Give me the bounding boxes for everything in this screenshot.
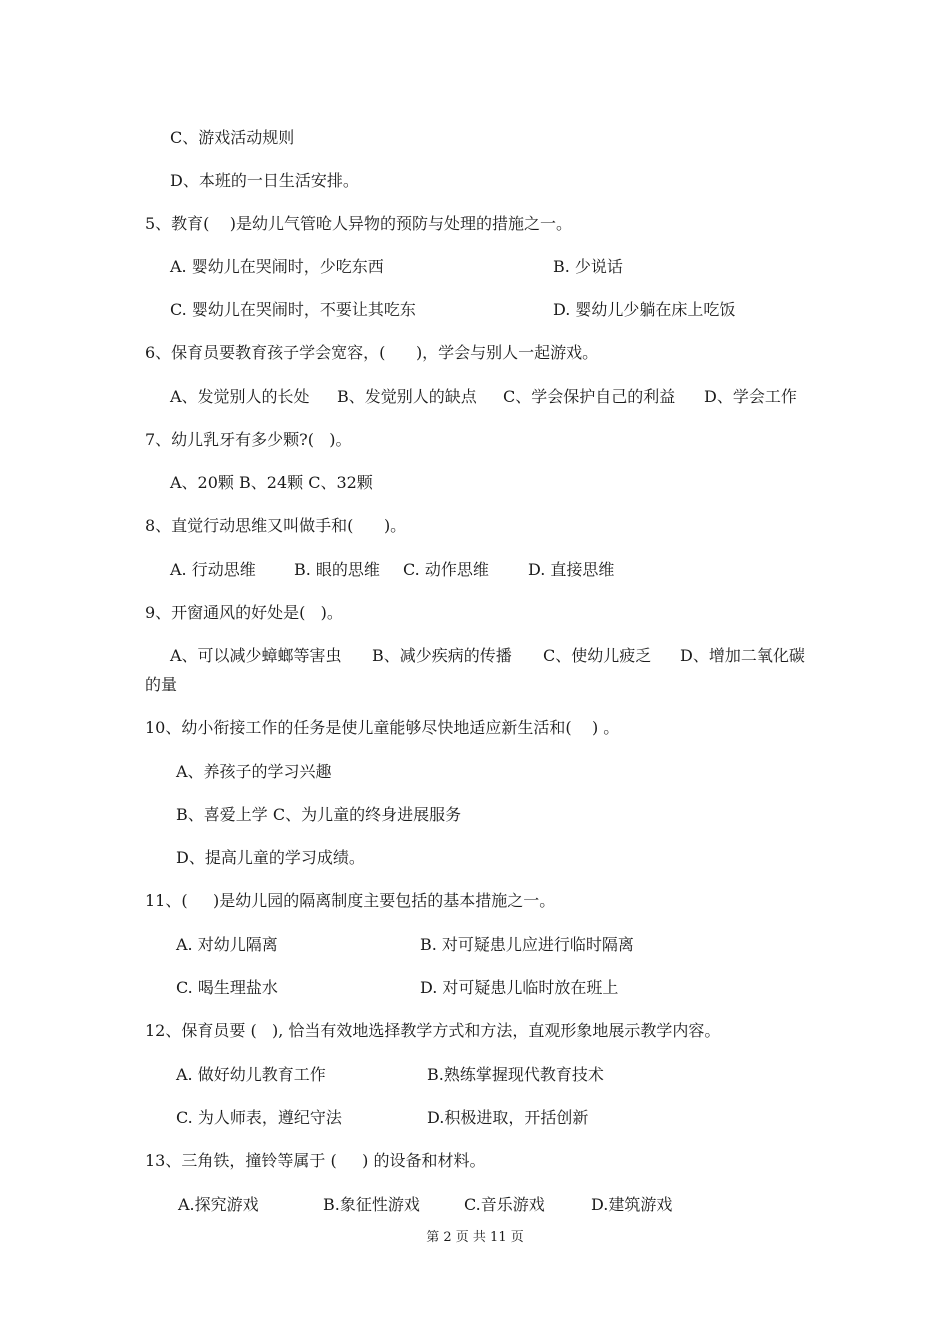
option-b: B.熟练掌握现代教育技术 <box>427 1065 604 1084</box>
option-a: A.探究游戏 <box>178 1195 259 1214</box>
option-a: A. 婴幼儿在哭闹时，少吃东西 <box>170 257 384 276</box>
option-c: C. 喝生理盐水 <box>176 978 278 997</box>
option-b: B、发觉别人的缺点 <box>337 387 477 406</box>
option-c: C.音乐游戏 <box>464 1195 545 1214</box>
question-11: 11、( )是幼儿园的隔离制度主要包括的基本措施之一。 <box>145 891 556 910</box>
option-d: D.建筑游戏 <box>591 1195 673 1214</box>
question-13: 13、三角铁，撞铃等属于 ( ) 的设备和材料。 <box>145 1151 486 1170</box>
option-d: D. 婴幼儿少躺在床上吃饭 <box>553 300 736 319</box>
option-a: A、养孩子的学习兴趣 <box>176 762 332 781</box>
option-d: D. 直接思维 <box>528 560 615 579</box>
option-d: D、学会工作 <box>704 387 797 406</box>
option-a: A. 行动思维 <box>170 560 256 579</box>
option-d: D、提高儿童的学习成绩。 <box>176 848 365 867</box>
option-d: D、本班的一日生活安排。 <box>170 171 359 190</box>
option-c: C. 婴幼儿在哭闹时，不要让其吃东 <box>170 300 416 319</box>
option-c: C、使幼儿疲乏 <box>543 646 652 665</box>
option-d: D、增加二氧化碳 <box>680 646 805 665</box>
option-d: D.积极进取，开括创新 <box>427 1108 589 1127</box>
option-d-continued: 的量 <box>145 675 178 694</box>
option-b: B. 眼的思维 <box>294 560 380 579</box>
question-7: 7、幼儿乳牙有多少颗?( )。 <box>145 430 352 449</box>
option-b: B.象征性游戏 <box>323 1195 420 1214</box>
question-8: 8、直觉行动思维又叫做手和( )。 <box>145 516 407 535</box>
question-10: 10、幼小衔接工作的任务是使儿童能够尽快地适应新生活和( ) 。 <box>145 718 620 737</box>
question-5: 5、教育( )是幼儿气管呛人异物的预防与处理的措施之一。 <box>145 214 573 233</box>
question-12: 12、保育员要 ( ), 恰当有效地选择教学方式和方法，直观形象地展示教学内容。 <box>145 1021 721 1040</box>
page-number-footer: 第 2 页 共 11 页 <box>426 1230 524 1245</box>
option-b: B. 对可疑患儿应进行临时隔离 <box>420 935 634 954</box>
option-b: B. 少说话 <box>553 257 623 276</box>
question-6: 6、保育员要教育孩子学会宽容，( )，学会与别人一起游戏。 <box>145 343 599 362</box>
option-c: C、游戏活动规则 <box>170 128 295 147</box>
option-a: A. 做好幼儿教育工作 <box>176 1065 326 1084</box>
option-a: A、可以减少蟑螂等害虫 <box>170 646 342 665</box>
option-b: B、减少疾病的传播 <box>372 646 512 665</box>
question-9: 9、开窗通风的好处是( )。 <box>145 603 343 622</box>
option-b-c: B、喜爱上学 C、为儿童的终身进展服务 <box>176 805 462 824</box>
option-c: C. 为人师表，遵纪守法 <box>176 1108 342 1127</box>
option-c: C. 动作思维 <box>403 560 489 579</box>
option-a: A、发觉别人的长处 <box>170 387 310 406</box>
option-c: C、学会保护自己的利益 <box>503 387 676 406</box>
option-d: D. 对可疑患儿临时放在班上 <box>420 978 619 997</box>
option-a: A. 对幼儿隔离 <box>176 935 278 954</box>
options-abc: A、20颗 B、24颗 C、32颗 <box>170 473 373 492</box>
